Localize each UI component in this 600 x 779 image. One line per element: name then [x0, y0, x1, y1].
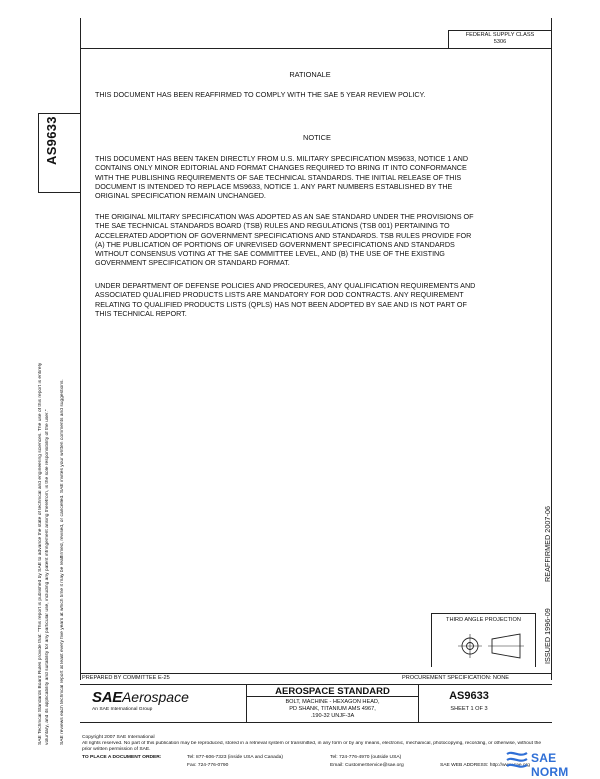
projection-box-right	[535, 613, 536, 667]
logo-subtitle: An SAE International Group	[92, 707, 153, 712]
logo-aerospace: Aerospace	[121, 689, 189, 705]
sheet-number: SHEET 1 OF 3	[450, 706, 488, 712]
legal-notice-line-1: SAE Technical Standards Board Rules provide that: "This report is published by SAE to advance the state of technical and engineering sciences. The use of this report is entirely	[38, 362, 43, 745]
sae-norm-watermark	[505, 747, 597, 779]
notice-heading: NOTICE	[303, 133, 331, 142]
order-label: TO PLACE A DOCUMENT ORDER:	[82, 755, 162, 760]
left-margin-rule-top	[38, 113, 80, 114]
prepared-by-committee: PREPARED BY COMMITTEE E-25	[82, 675, 170, 681]
fsc-box-left	[448, 30, 449, 48]
notice-paragraph-2: THE ORIGINAL MILITARY SPECIFICATION WAS ADOPTED AS AN SAE STANDARD UNDER THE PROVISIONS OF THE SAE TECHNICAL STANDARDS BOARD (TSB) RULES AND REGULATIONS (TSB 001) PERTAINING TO ACCELERATED ADOPTION OF GOVERNMENT SPECIFICATIONS AND STANDARDS. TSB RULES PROVIDE FOR (A) THE PUBLICATION OF PORTIONS OF UNREVISED GOVERNMENT SPECIFICATIONS AND STANDARDS WITHOUT CONSENSUS VOTING AT THE SAE COMMITTEE LEVEL, AND (B) THE USE OF THE EXISTING GOVERNMENT SPECIFICATION OR STANDARD FORMAT.	[95, 212, 474, 268]
tel-us: Tel: 877-606-7323 (inside USA and Canada)	[187, 755, 283, 760]
watermark-wave-icon	[505, 750, 529, 770]
sae-aerospace-logo	[92, 689, 242, 717]
notice-paragraph-1: THIS DOCUMENT HAS BEEN TAKEN DIRECTLY FROM U.S. MILITARY SPECIFICATION MS9633, NOTICE 1 AND CONTAINS ONLY MINOR EDITORIAL AND FORMAT CHANGES REQUIRED TO BRING IT INTO CONFORMANCE WITH THE PUBLISHING REQUIREMENTS OF SAE TECHNICAL STANDARDS. THE INITIAL RELEASE OF THIS DOCUMENT IS INTENDED TO REPLACE MS9633, NOTICE 1. ANY PART NUMBERS ESTABLISHED BY THE ORIGINAL SPECIFICATION REMAIN UNCHANGED.	[95, 154, 469, 201]
legal-notice-line-2: voluntary, and its applicability and suitability for any particular use, including any patent infringement arising therefrom, is the sole responsibility of the user."	[45, 409, 50, 745]
title-block-row-line	[80, 684, 552, 685]
rationale-heading: RATIONALE	[289, 70, 331, 79]
title-line-3: .190-32 UNJF-3A	[310, 713, 355, 719]
federal-supply-class-value: 5306	[493, 39, 507, 45]
notice-paragraph-3: UNDER DEPARTMENT OF DEFENSE POLICIES AND PROCEDURES, ANY QUALIFICATION REQUIREMENTS AND ASSOCIATED QUALIFIED PRODUCTS LISTS ARE MANDATORY FOR DOD CONTRACTS. ANY REQUIREMENT RELATING TO QUALIFIED PRODUCTS LISTS (QPLS) HAS NOT BEEN ADOPTED BY SAE AND IS NOT PART OF THIS TECHNICAL REPORT.	[95, 281, 476, 318]
issued-date: ISSUED 1996-09	[543, 608, 552, 664]
title-block-bottom	[80, 722, 552, 723]
side-document-number: AS9633	[44, 116, 59, 165]
projection-box-top	[431, 613, 536, 614]
rights-statement: All rights reserved. No part of this publication may be reproduced, stored in a retrieval system or transmitted, in any form or by any means, electronic, mechanical, photocopying, recording, or otherwise, without the prior written permission of SAE.	[82, 741, 542, 753]
copyright: Copyright 2007 SAE International	[82, 735, 155, 740]
federal-supply-class-label: FEDERAL SUPPLY CLASS	[465, 32, 535, 38]
web-address: SAE WEB ADDRESS: http://www.sae.org	[440, 763, 530, 768]
watermark-text: SAE NORM	[531, 751, 569, 779]
legal-notice-line-3: SAE reviews each technical report at least every five years at which time it may be reaffirmed, revised, or cancelled. SAE invites your written comments and suggestions.	[60, 379, 65, 745]
logo-sae: SAE	[92, 689, 122, 706]
border-top	[80, 48, 552, 49]
projection-label: THIRD ANGLE PROJECTION	[446, 617, 521, 623]
title-line-1: BOLT, MACHINE - HEXAGON HEAD,	[285, 699, 380, 705]
border-left	[80, 18, 81, 680]
email: Email: CustomerService@sae.org	[330, 763, 404, 768]
aerospace-standard-heading: AEROSPACE STANDARD	[275, 686, 390, 697]
left-margin-rule	[38, 113, 39, 193]
tel-intl: Tel: 724-776-4970 (outside USA)	[330, 755, 402, 760]
fsc-box-top	[448, 30, 551, 31]
title-block-top	[80, 673, 552, 674]
reaffirmed-date: REAFFIRMED 2007-06	[543, 506, 552, 582]
procurement-specification: PROCUREMENT SPECIFICATION: NONE	[402, 675, 510, 681]
title-block-document-number: AS9633	[449, 690, 489, 702]
third-angle-projection-symbol	[452, 630, 532, 662]
fax: Fax: 724-776-0790	[187, 763, 229, 768]
title-line-2: PD SHANK, TITANIUM AMS 4967,	[289, 706, 376, 712]
rationale-text: THIS DOCUMENT HAS BEEN REAFFIRMED TO COMPLY WITH THE SAE 5 YEAR REVIEW POLICY.	[95, 90, 426, 99]
